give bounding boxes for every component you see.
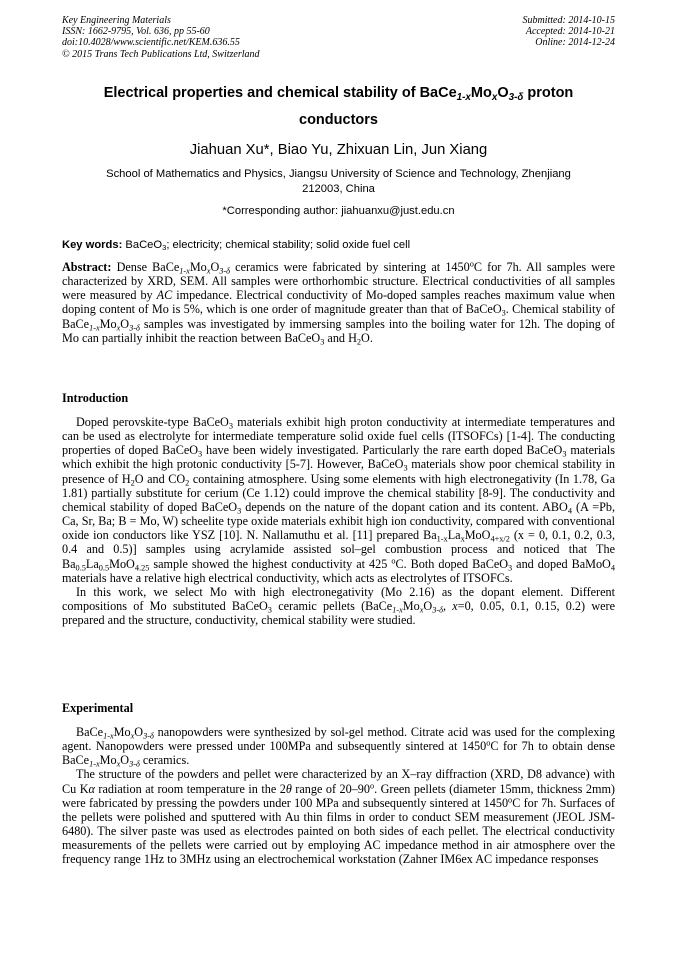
affiliation: School of Mathematics and Physics, Jiangsu University of Science and Technology, Zhenjiang 212003, China: [106, 168, 571, 195]
experimental-heading: Experimental: [62, 701, 134, 715]
keywords: Key words: BaCeO$_3$; electricity; chemical stability; solid oxide fuel cell: [62, 239, 411, 253]
journal-name: Key Engineering Materials: [62, 15, 171, 26]
accepted-date: Accepted: 2014-10-21: [525, 26, 615, 38]
experimental-paragraph-2: The structure of the powders and pellet were characterized by an X–ray diffraction (XRD, D8 advance) with Cu Kα radiation at room temperature in the 2θ range of 20–90$^o$. Green pellets (diameter 15mm, thickness 2mm) were fabricated by pressing the powders under 100 MPa and subsequently sintered at 1450$^o$C for 7h. Surfaces of the pellets were polished and sputtered with Au thin films in order to conduct SEM measurement (JEOL JSM-6480). The silver paste was used as electrodes painted on both sides of each pellet. The electrical conductivity measurements of the pellets were carried out by employing AC impedance method in air atmosphere over the frequency range 1Hz to 3MHz using an electrochemical workstation (Zahner IM6ex AC impedance responses: [62, 767, 615, 867]
author-list: Jiahuan Xu*, Biao Yu, Zhixuan Lin, Jun Xiang: [189, 142, 488, 158]
introduction-paragraph-2: In this work, we select Mo with high electronegativity (Mo 2.16) as the dopant element. Different compositions of Mo substituted BaCeO$_3$ ceramic pellets ($BaCe_{1-x}Mo_xO_{3-\delta}$, x=0, 0.05, 0.1, 0.15, 0.2) were prepared and the structure, conductivity, chemical stability were studied.: [62, 584, 616, 628]
introduction-heading: Introduction: [62, 391, 129, 405]
copyright: © 2015 Trans Tech Publications Ltd, Switzerland: [62, 48, 260, 60]
abstract: Abstract: Dense $BaCe_{1-x}Mo_xO_{3-\delta}$ ceramics were fabricated by sintering at 1450$^o$C for 7h. All samples were characterized by XRD, SEM. All samples were orthorhombic structure. Electrical conductivities of all samples were measured by AC impedance. Electrical conductivity of Mo-doped samples reaches maximum value when doping content of Mo is 5%, which is one order of magnitude greater than that of BaCeO$_3$. Chemical stability of $BaCe_{1-x}Mo_xO_{3-\delta}$ samples was investigated by immersing samples into the boiling water for 12h. The doping of Mo can partially inhibit the reaction between BaCeO$_3$ and $H_2O$.: [62, 259, 615, 347]
experimental-paragraph-1: $BaCe_{1-x}Mo_xO_{3-\delta}$ nanopowders were synthesized by sol-gel method. Citrate acid was used for the complexing agent. Nanopowders were pressed under 100MPa and subsequently sintered at 1450$^o$C for 7h to obtain dense $BaCe_{1-x}Mo_xO_{3-\delta}$ ceramics.: [62, 725, 615, 769]
journal-metadata: [62, 15, 362, 60]
publication-dates: [415, 15, 615, 49]
experimental-body: [62, 725, 615, 867]
paper-title: Electrical properties and chemical stability of $BaCe_{1-x}Mo_xO_{3-\delta}$ proton conductors: [103, 85, 574, 128]
doi: doi:10.4028/www.scientific.net/KEM.636.55: [62, 37, 240, 49]
introduction-body: [62, 415, 615, 627]
corresponding-author: *Corresponding author: jiahuanxu@just.edu.cn: [222, 205, 455, 217]
submitted-date: Submitted: 2014-10-15: [522, 15, 615, 26]
issn: ISSN: 1662-9795, Vol. 636, pp 55-60: [62, 26, 210, 38]
keywords-label: Key words:: [62, 239, 123, 251]
online-date: Online: 2014-12-24: [535, 37, 615, 49]
introduction-paragraph-1: Doped perovskite-type BaCeO$_3$ materials exhibit high proton conductivity at intermediate temperatures and can be used as electrolyte for intermediate temperature solid oxide fuel cells (ITSOFCs) [1-4]. The conducting properties of doped BaCeO$_3$ have been widely investigated. Particularly the rare earth doped BaCeO$_3$ materials which exhibit the high protonic conductivity [5-7]. However, BaCeO$_3$ materials show poor chemical stability in presence of $H_2O$ and $CO_2$ containing atmosphere. Using some elements with high electronegativity (In 1.78, Ga 1.81) partially substitute for cerium (Ce 1.12) could improve the chemical stability [8-9]. The conductivity and chemical stability of doped BaCeO$_3$ depends on the nature of the dopant cation and its content. $ABO_4$ (A =Pb, Ca, Sr, Ba; B = Mo, W) scheelite type oxide materials exhibit high ion conductivity, compared with conventional oxide ion conductors like YSZ [10]. N. Nallamuthu et al. [11] prepared $Ba_{1-x}La_xMoO_{4+x/2}$ (x = 0, 0.1, 0.2, 0.3, 0.4 and 0.5)] samples using acrylamide assisted sol–gel combustion process and noticed that The $Ba_{0.5}La_{0.5}MoO_{4.25}$ sample showed the highest conductivity at 425 $^o$C. Both doped BaCeO$_3$ and doped BaMoO$_4$ materials have a relative high electrical conductivity, which acts as electrolytes of ITSOFCs.: [62, 415, 615, 585]
abstract-label: Abstract:: [62, 260, 112, 274]
